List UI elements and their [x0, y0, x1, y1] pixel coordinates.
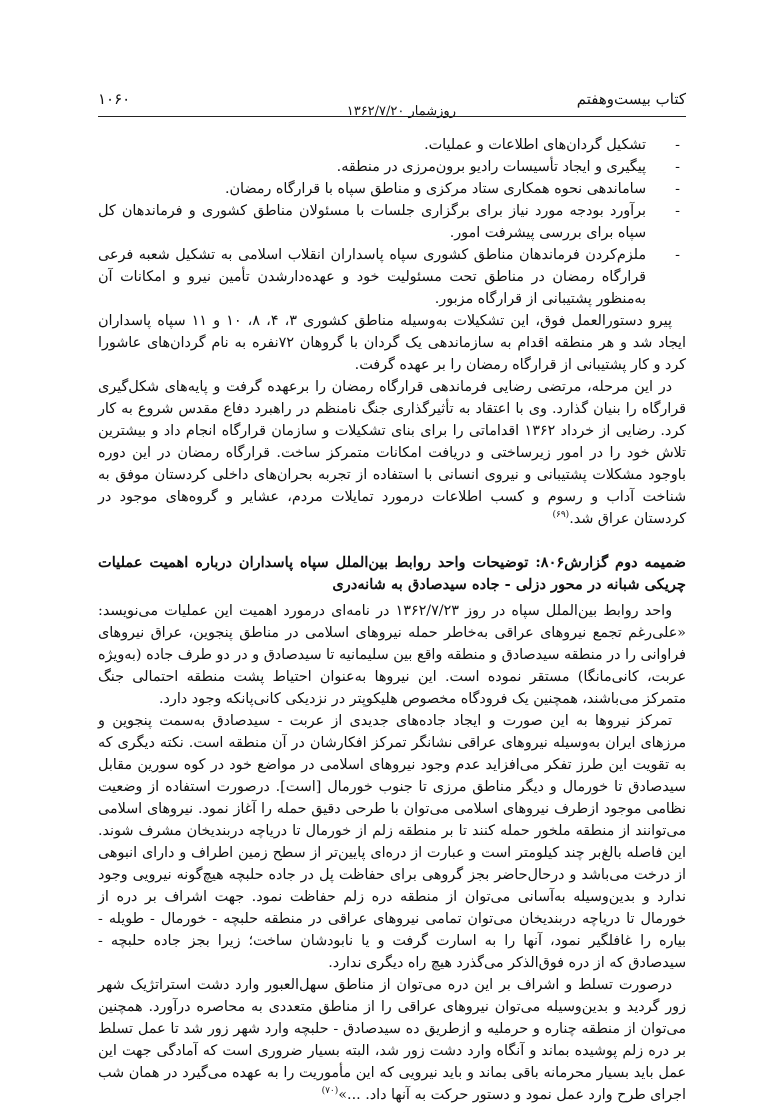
- footnote-ref: (۶۹): [552, 510, 570, 521]
- diary-date: روزشمار ۱۳۶۲/۷/۲۰: [346, 104, 456, 119]
- paragraph: در این مرحله، مرتضی رضایی فرماندهی قرارگاه رمضان را برعهده گرفت و پایه‌های شکل‌گیری قرارگاه را بنیان گذارد. وی با اعتقاد به تأثیرگذاری جنگ نامنظم در راهبرد دفاع مقدس شروع به کار کرد. رضایی از خرداد ۱۳۶۲ اقداماتی را برای بنای تشکیلات و سازمان قرارگاه انجام داد و بیشترین تلاش خود را در امور زیرساختی و دریافت امکانات متمرکز ساخت. قرارگاه رمضان در این دوره باوجود مشکلات پشتیبانی و نیروی انسانی با استفاده از تجربه بحران‌های داخلی کردستان موفق به شناخت آداب و رسوم و کسب اطلاعات درمورد تمایلات مردم، عشایر و گروه‌های موجود در کردستان عراق شد.$^{(۶۹)}$: [98, 379, 686, 527]
- page: [98, 88, 686, 1106]
- dash-bullet: -: [675, 247, 680, 263]
- section-title: ضمیمه دوم گزارش۸۰۶: توضیحات واحد روابط بین‌الملل سپاه پاسداران درباره اهمیت عملیات چریکی شبانه در محور دزلی - جاده سیدصادق به شانه‌دری: [98, 554, 687, 593]
- paragraph: درصورت تسلط و اشراف بر این دره می‌توان از مناطق سهل‌العبور وارد دشت استراتژیک شهر زور گردید و بدین‌وسیله می‌توان نیروهای عراقی را از مناطق متعددی به محاصره درآورد. همچنین می‌توان از منطقه چناره و حرملیه و ازطریق ده سیدصادق - حلبچه وارد شهر زور شد تا عمل تسلط بر دره زلم پوشیده بماند و آنگاه وارد دشت زور شد، البته بسیار ضروری است که آمادگی جهت این عمل باید بسیار محرمانه باقی بماند و باید نیرویی که این مأموریت را به عهده می‌گیرد در همان شب اجرای طرح وارد عمل نمود و دستور حرکت به آنها داد. ...»$^{(۷۰)}$: [98, 977, 686, 1103]
- list-item: - پیگیری و ایجاد تأسیسات رادیو برون‌مرزی در منطقه.: [98, 156, 686, 178]
- dash-bullet: -: [675, 181, 680, 197]
- dash-bullet: -: [675, 203, 680, 219]
- dash-bullet: -: [675, 137, 680, 153]
- page-number: ۱۰۶۰: [98, 90, 131, 108]
- dash-bullet: -: [675, 159, 680, 175]
- running-header: [98, 88, 686, 118]
- footnote-ref: (۷۰): [321, 1086, 339, 1097]
- list-item: - برآورد بودجه مورد نیاز برای برگزاری جلسات با مسئولان مناطق کشوری و فرماندهان کل سپاه برای بررسی پیشرفت امور.: [98, 200, 686, 244]
- book-title: کتاب بیست‌وهفتم: [576, 90, 686, 108]
- paragraph: تمرکز نیروها به این صورت و ایجاد جاده‌های جدیدی از عربت - سیدصادق به‌سمت پنجوین و مرزهای ایران به‌وسیله نیروهای عراقی نشانگر تمرکز افکارشان در آن منطقه است. نکته دیگری که به تقویت این طرز تفکر می‌افزاید عدم وجود نیروهای اسلامی در مواضع خود در کوه سورین مقابل سیدصادق تا خورمال و دیگر مناطق مرزی تا جنوب خورمال [است]. درصورت استفاده از وضعیت نظامی موجود ازطرف نیروهای اسلامی می‌توان با طرحی دقیق حمله را آغاز نمود. نیروهای اسلامی می‌توانند از منطقه ملخور حمله کنند تا بر منطقه زلم از خورمال تا دریاچه دربندیخان مشرف شوند. این فاصله بالغ‌بر چند کیلومتر است و عبارت از دره‌ای پایین‌تر از سطح زمین اطراف و دارای انبوهی از درخت می‌باشد و درحال‌حاضر بجز گروهی برای حفاظت پل در جاده حلبچه هیچ‌گونه نیرویی وجود ندارد و بدین‌وسیله به‌آسانی می‌توان از منطقه دره زلم حفاظت نمود. جهت اشراف بر دره از خورمال تا دریاچه دربندیخان می‌توان تمامی نیروهای عراقی در منطقه حلبچه - خورمال - طویله - بیاره را غافلگیر نمود، آنها را به اسارت گرفت و یا نابودشان ساخت؛ زیرا بجز جاده حلبچه - سیدصادق که از دره فوق‌الذکر می‌گذرد هیچ راه دیگری ندارد.: [98, 713, 686, 971]
- paragraph: واحد روابط بین‌الملل سپاه در روز ۱۳۶۲/۷/۲۳ در نامه‌ای درمورد اهمیت این عملیات می‌نویسد: «علی‌رغم تجمع نیروهای عراقی به‌خاطر حمله نیروهای اسلامی در مناطق پنجوین، عراق نیروهای فراوانی را در منطقه سیدصادق و منطقه واقع بین سلیمانیه تا سیدصادق و در دو طرف جاده (به‌ویژه عربت، کانی‌مانگا) مستقر نموده است. این نیروها به‌عنوان احتیاط پشت منطقه احتمالی جنگ متمرکز می‌باشند، همچنین یک فرودگاه مخصوص هلیکوپتر در نزدیکی کانی‌پانکه وجود دارد.: [98, 603, 686, 707]
- list-item: - ساماندهی نحوه همکاری ستاد مرکزی و مناطق سپاه با قرارگاه رمضان.: [98, 178, 686, 200]
- paragraph: پیرو دستورالعمل فوق، این تشکیلات به‌وسیله مناطق کشوری ۳، ۴، ۸، ۱۰ و ۱۱ سپاه پاسداران ایجاد شد و هر منطقه اقدام به سازماندهی یک گردان با گروهان ۷۲نفره به نام گردان‌های عاشورا کرد و کار پشتیبانی از قرارگاه رمضان را بر عهده گرفت.: [98, 313, 686, 373]
- header-rule: [98, 116, 686, 117]
- list-item: - ملزم‌کردن فرماندهان مناطق کشوری سپاه پاسداران انقلاب اسلامی به تشکیل شعبه فرعی قرارگاه رمضان در مناطق تحت مسئولیت خود و عهده‌دارشدن تأمین نیرو و امکانات آن به‌منظور پشتیبانی از قرارگاه مزبور.: [98, 244, 686, 310]
- list-item: - تشکیل گردان‌های اطلاعات و عملیات.: [98, 134, 686, 156]
- directive-list: [98, 134, 686, 310]
